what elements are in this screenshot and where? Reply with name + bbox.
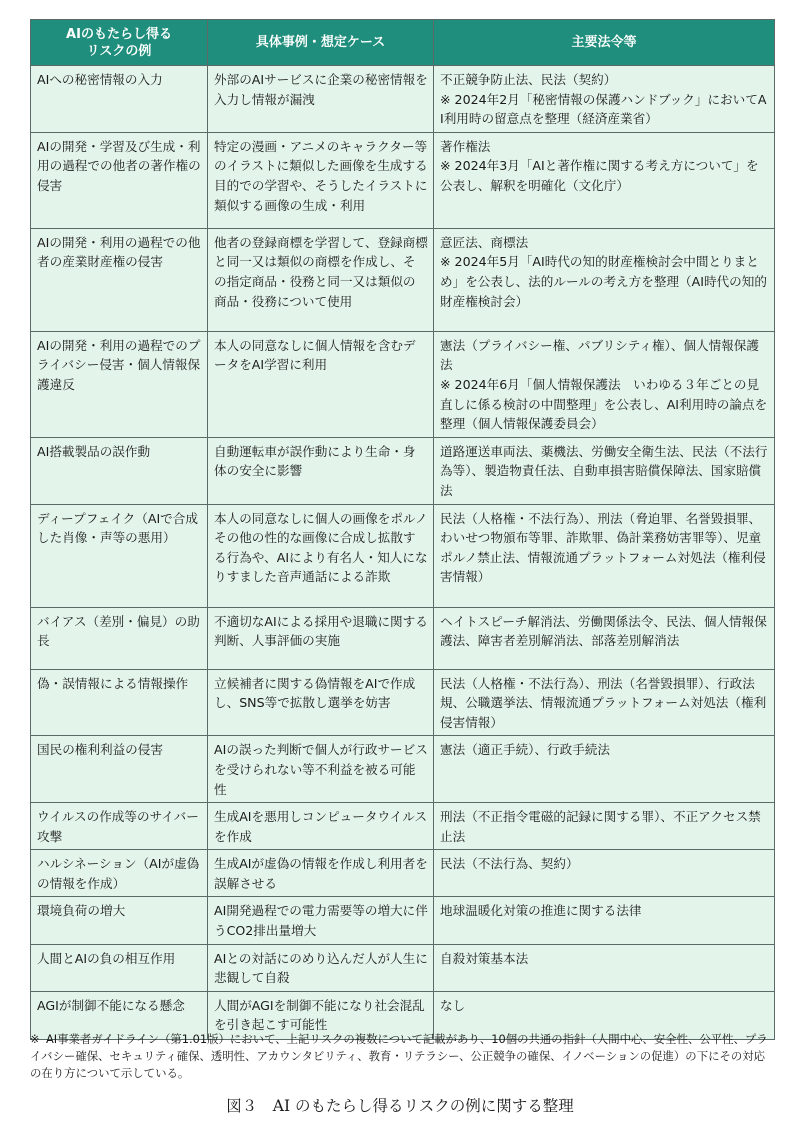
law-cell <box>434 228 775 331</box>
case-cell <box>208 437 434 504</box>
case-cell <box>208 736 434 803</box>
table-row <box>31 331 775 437</box>
risk-cell-text: 環境負荷の増大 <box>37 903 126 919</box>
figure-caption: 図３ AI のもたらし得るリスクの例に関する整理 <box>226 1097 574 1115</box>
case-cell <box>208 132 434 228</box>
risk-cell-text: 国民の権利利益の侵害 <box>37 742 163 758</box>
case-cell-text: AIの誤った判断で個人が行政サービスを受けられない等不利益を被る可能性 <box>214 742 428 797</box>
case-cell-text: 本人の同意なしに個人情報を含むデータをAI学習に利用 <box>214 337 416 373</box>
law-cell-text: ヘイトスピーチ解消法、労働関係法令、民法、個人情報保護法、障害者差別解消法、部落差別解消法 <box>440 613 767 649</box>
law-cell <box>434 331 775 437</box>
table-row <box>31 803 775 850</box>
law-cell <box>434 437 775 504</box>
case-cell-text: 生成AIを悪用しコンピュータウイルスを作成 <box>214 809 428 844</box>
law-cell-text: ※ 2024年6月「個人情報保護法 いわゆる３年ごとの見直しに係る検討の中間整理」を公表し、AI利用時の論点を整理（個人情報保護委員会） <box>440 376 768 432</box>
risk-cell <box>31 132 208 228</box>
footnote <box>30 1031 774 1082</box>
risk-cell <box>31 66 208 133</box>
table-row <box>31 66 775 133</box>
table-row <box>31 607 775 669</box>
law-cell <box>434 850 775 897</box>
case-cell-text: AIとの対話にのめり込んだ人が人生に悲観して自殺 <box>214 950 428 986</box>
law-cell-text: 民法（不法行為、契約） <box>440 856 579 872</box>
table-row <box>31 897 775 944</box>
law-cell <box>434 607 775 669</box>
case-cell <box>208 66 434 133</box>
case-cell <box>208 897 434 944</box>
law-cell-text: ※ 2024年2月「秘密情報の保護ハンドブック」においてAI利用時の留意点を整理（経済産業省） <box>440 91 767 127</box>
risk-cell-text: AIの開発・学習及び生成・利用の過程での他者の著作権の侵害 <box>37 138 201 193</box>
case-cell <box>208 331 434 437</box>
table-row <box>31 736 775 803</box>
risk-cell <box>31 607 208 669</box>
table-row <box>31 228 775 331</box>
case-cell-text: 本人の同意なしに個人の画像をポルノその他の性的な画像に合成し拡散する行為や、AIにより有名人・知人になりすました音声通話による詐欺 <box>214 510 428 585</box>
risk-cell-text: ディープフェイク（AIで合成した肖像・声等の悪用） <box>37 510 198 546</box>
footnote-marker: ※ <box>30 1032 40 1046</box>
law-cell-text: 憲法（プライバシー権、パブリシティ権）、個人情報保護法 <box>440 337 759 373</box>
table-row <box>31 669 775 736</box>
case-cell-text: 他者の登録商標を学習して、登録商標と同一又は類似の商標を作成し、その指定商品・役務と同一又は類似の商品・役務について使用 <box>214 234 428 309</box>
law-cell-text: 民法（人格権・不法行為）、刑法（名誉毀損罪）、行政法規、公職選挙法、情報流通プラットフォーム対処法（権利侵害情報） <box>440 675 767 730</box>
risk-cell <box>31 944 208 991</box>
header-case: 具体事例・想定ケース <box>208 20 434 66</box>
law-cell-text: 不正競争防止法、民法（契約） <box>440 72 617 87</box>
case-cell-text: 外部のAIサービスに企業の秘密情報を入力し情報が漏洩 <box>214 72 428 107</box>
risk-cell-text: AIの開発・利用の過程でのプライバシー侵害・個人情報保護違反 <box>37 337 201 392</box>
law-cell <box>434 132 775 228</box>
table-body <box>31 66 775 1040</box>
law-cell-text: 地球温暖化対策の推進に関する法律 <box>440 903 642 919</box>
case-cell <box>208 850 434 897</box>
risk-cell <box>31 850 208 897</box>
risk-table <box>30 19 775 1040</box>
risk-cell <box>31 897 208 944</box>
table-row <box>31 132 775 228</box>
risk-cell-text: 人間とAIの負の相互作用 <box>37 950 176 966</box>
law-cell-text: 道路運送車両法、薬機法、労働安全衛生法、民法（不法行為等）、製造物責任法、自動車損害賠償保障法、国家賠償法 <box>440 443 768 498</box>
law-cell <box>434 66 775 133</box>
risk-cell-text: AI搭載製品の誤作動 <box>37 443 151 459</box>
law-cell-text: 著作権法 <box>440 138 491 154</box>
case-cell-text: 立候補者に関する偽情報をAIで作成し、SNS等で拡散し選挙を妨害 <box>214 675 416 711</box>
case-cell-text: 人間がAGIを制御不能になり社会混乱を引き起こす可能性 <box>214 997 425 1033</box>
risk-cell <box>31 504 208 607</box>
risk-cell <box>31 331 208 437</box>
case-cell-text: 自動運転車が誤作動により生命・身体の安全に影響 <box>214 443 416 479</box>
header-risk: AIのもたらし得る リスクの例 <box>31 20 208 66</box>
risk-cell <box>31 437 208 504</box>
law-cell-text: 自殺対策基本法 <box>440 950 529 966</box>
case-cell <box>208 607 434 669</box>
law-cell-text: 刑法（不正指令電磁的記録に関する罪）、不正アクセス禁止法 <box>440 809 761 844</box>
risk-table-container <box>30 19 774 1040</box>
table-row <box>31 944 775 991</box>
case-cell <box>208 803 434 850</box>
risk-cell-text: 偽・誤情報による情報操作 <box>37 675 189 691</box>
law-cell <box>434 504 775 607</box>
law-cell-text: ※ 2024年3月「AIと著作権に関する考え方について」を公表し、解釈を明確化（文化庁） <box>440 158 759 193</box>
risk-cell-text: バイアス（差別・偏見）の助長 <box>37 613 200 649</box>
header-row <box>31 20 775 66</box>
risk-cell <box>31 736 208 803</box>
law-cell <box>434 803 775 850</box>
risk-cell-text: ハルシネーション（AIが虚偽の情報を作成） <box>37 856 200 891</box>
case-cell-text: 不適切なAIによる採用や退職に関する判断、人事評価の実施 <box>214 613 428 649</box>
case-cell-text: 生成AIが虚偽の情報を作成し利用者を誤解させる <box>214 856 428 891</box>
risk-cell-text: AIの開発・利用の過程での他者の産業財産権の侵害 <box>37 234 201 270</box>
law-cell <box>434 944 775 991</box>
case-cell <box>208 669 434 736</box>
risk-cell-text: AIへの秘密情報の入力 <box>37 72 163 87</box>
case-cell-text: 特定の漫画・アニメのキャラクター等のイラストに類似した画像を生成する目的での学習や、そうしたイラストに類似する画像の生成・利用 <box>214 138 428 213</box>
law-cell-text: ※ 2024年5月「AI時代の知的財産権検討会中間とりまとめ」を公表し、法的ルールの考え方を整理（AI時代の知的財産権検討会） <box>440 254 767 309</box>
risk-cell-text: AGIが制御不能になる懸念 <box>37 997 185 1013</box>
law-cell-text: 憲法（適正手続）、行政手続法 <box>440 742 611 758</box>
law-cell-text: 民法（人格権・不法行為）、刑法（脅迫罪、名誉毀損罪、わいせつ物頒布等罪、詐欺罪、偽計業務妨害罪等）、児童ポルノ禁止法、情報流通プラットフォーム対処法（権利侵害情報） <box>440 510 766 585</box>
header-law: 主要法令等 <box>434 20 775 66</box>
law-cell <box>434 736 775 803</box>
law-cell-text: なし <box>440 997 466 1013</box>
case-cell <box>208 504 434 607</box>
table-row <box>31 504 775 607</box>
table-row <box>31 437 775 504</box>
risk-cell <box>31 228 208 331</box>
case-cell <box>208 944 434 991</box>
risk-cell <box>31 803 208 850</box>
table-row <box>31 850 775 897</box>
table-header <box>31 20 775 66</box>
footnote-text: AI事業者ガイドライン（第1.01版）において、上記リスクの複数について記載があり、10個の共通の指針（人間中心、安全性、公平性、プライバシー確保、セキュリティ確保、透明性、アカウンタビリティ、教育・リテラシー、公正競争の確保、イノベーションの促進）の下にその対応の在り方について示している。 <box>30 1032 768 1080</box>
law-cell <box>434 897 775 944</box>
law-cell-text: 意匠法、商標法 <box>440 234 529 250</box>
risk-cell-text: ウイルスの作成等のサイバー攻撃 <box>37 809 199 844</box>
case-cell-text: AI開発過程での電力需要等の増大に伴うCO2排出量増大 <box>214 903 428 939</box>
risk-cell <box>31 669 208 736</box>
law-cell <box>434 669 775 736</box>
case-cell <box>208 228 434 331</box>
